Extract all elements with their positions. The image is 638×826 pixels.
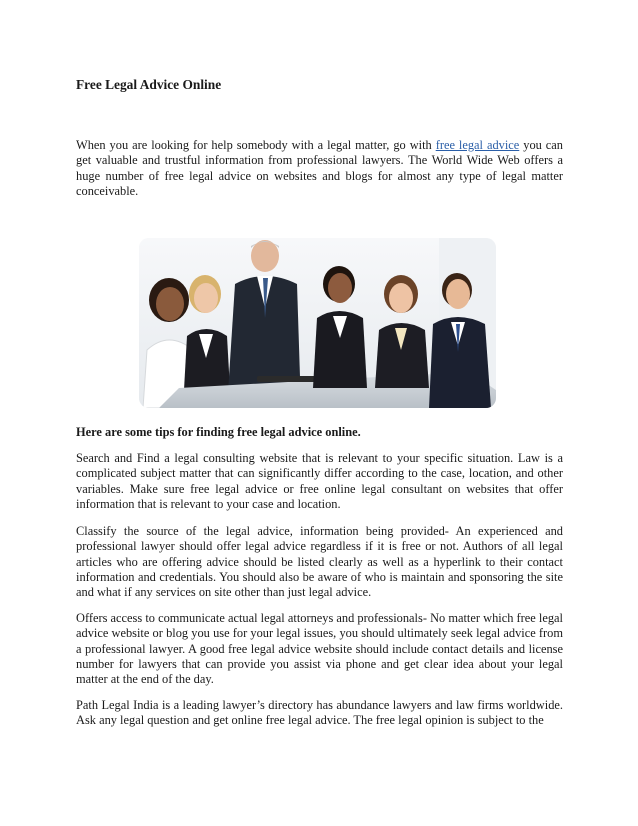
intro-text-after-link: you can get valuable and trustful information from professional lawyers. The World Wide Web offers a huge number of free legal advice on websites and blogs for almost any type of legal matter conceivable. (76, 138, 563, 198)
paragraph-search: Search and Find a legal consulting website that is relevant to your specific situation. Law is a complicated subject matter that can significantly differ according to the case, location, and other variables. Make sure free legal advice or free online legal consultant on websites that offer information that is relevant to your case and location. (76, 451, 563, 511)
free-legal-advice-link[interactable]: free legal advice (435, 138, 520, 152)
group-of-professionals-photo (139, 238, 496, 408)
intro-text-before-link: When you are looking for help somebody with a legal matter, go with (76, 138, 436, 152)
paragraph-path-legal-india: Path Legal India is a leading lawyer’s directory has abundance lawyers and law firms worldwide. Ask any legal question and get online free legal advice. The free legal opinion is subject to the (76, 698, 563, 728)
paragraph-offers-access: Offers access to communicate actual legal attorneys and professionals- No matter which free legal advice website or blog you use for your legal issues, you should ultimately seek legal advice from a professional lawyer. A good free legal advice website should include contact details and license number for lawyers that can provide you assist via phone and get clear idea about your legal matter at the end of the day. (76, 611, 563, 687)
paragraph-classify: Classify the source of the legal advice, information being provided- An experienced and professional lawyer should offer legal advice regardless if it is free or not. Authors of all legal articles who are offering advice should be listed clearly as well as a hyperlink to their contact information and credentials. You should also be aware of who is maintain and sponsoring the site and what if any services on site other than just legal advice. (76, 524, 563, 600)
intro-paragraph (76, 138, 563, 199)
tips-heading: Here are some tips for finding free legal advice online. (76, 425, 361, 439)
page-title: Free Legal Advice Online (76, 77, 222, 92)
